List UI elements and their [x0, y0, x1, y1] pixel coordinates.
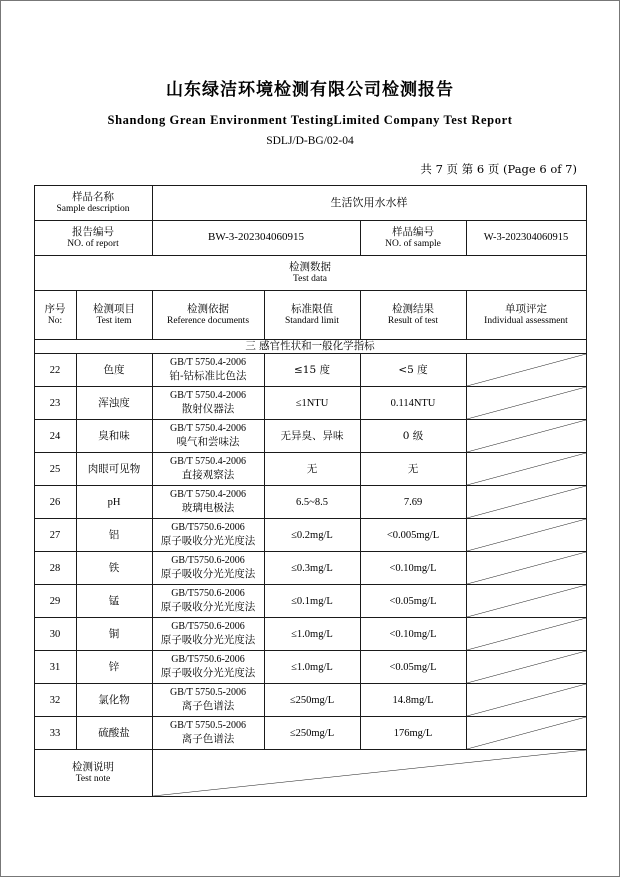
row-test-item: 铜 — [76, 618, 152, 651]
row-standard-limit: ≤1.0mg/L — [264, 618, 360, 651]
row-no: 29 — [34, 585, 76, 618]
diagonal-strike-icon — [467, 552, 586, 584]
table-row — [34, 717, 586, 750]
row-reference: GB/T5750.6-2006 原子吸收分光光度法 — [152, 651, 264, 684]
row-standard-limit: ≤15 度 — [264, 354, 360, 387]
table-row — [34, 684, 586, 717]
row-assessment — [466, 585, 586, 618]
diagonal-strike-icon — [467, 717, 586, 749]
row-no: 33 — [34, 717, 76, 750]
column-header-assessment: 单项评定 Individual assessment — [466, 291, 586, 340]
row-result: <0.10mg/L — [360, 618, 466, 651]
row-no: 32 — [34, 684, 76, 717]
row-result: <0.05mg/L — [360, 651, 466, 684]
diagonal-strike-icon — [467, 387, 586, 419]
sample-description-row — [34, 186, 586, 221]
table-row — [34, 651, 586, 684]
column-header-reference: 检测依据 Reference documents — [152, 291, 264, 340]
row-reference: GB/T 5750.5-2006 离子色谱法 — [152, 717, 264, 750]
diagonal-strike-icon — [467, 684, 586, 716]
column-header-standard-limit: 标准限值 Standard limit — [264, 291, 360, 340]
row-test-item: 锌 — [76, 651, 152, 684]
row-standard-limit: 无异臭、异味 — [264, 420, 360, 453]
sample-number-label: 样品编号 NO. of sample — [360, 221, 466, 256]
column-header-test-item: 检测项目 Test item — [76, 291, 152, 340]
diagonal-strike-icon — [467, 354, 586, 386]
row-no: 28 — [34, 552, 76, 585]
table-row — [34, 519, 586, 552]
diagonal-strike-icon — [467, 519, 586, 551]
row-standard-limit: ≤0.1mg/L — [264, 585, 360, 618]
row-standard-limit: ≤1NTU — [264, 387, 360, 420]
row-result: 14.8mg/L — [360, 684, 466, 717]
row-result: <0.10mg/L — [360, 552, 466, 585]
row-result: 0.114NTU — [360, 387, 466, 420]
row-assessment — [466, 717, 586, 750]
table-row — [34, 387, 586, 420]
row-reference: GB/T5750.6-2006 原子吸收分光光度法 — [152, 519, 264, 552]
page-inner — [9, 9, 611, 868]
document-code: SDLJ/D-BG/02-04 — [266, 135, 354, 147]
row-assessment — [466, 354, 586, 387]
row-standard-limit: 6.5~8.5 — [264, 486, 360, 519]
row-reference: GB/T 5750.4-2006 直接观察法 — [152, 453, 264, 486]
row-no: 24 — [34, 420, 76, 453]
row-test-item: 硫酸盐 — [76, 717, 152, 750]
report-number-value: BW-3-202304060915 — [152, 221, 360, 256]
row-result: 0 级 — [360, 420, 466, 453]
row-reference: GB/T 5750.4-2006 玻璃电极法 — [152, 486, 264, 519]
row-result: <0.05mg/L — [360, 585, 466, 618]
row-assessment — [466, 453, 586, 486]
row-reference: GB/T 5750.5-2006 离子色谱法 — [152, 684, 264, 717]
test-note-label: 检测说明 Test note — [34, 750, 152, 797]
row-test-item: 锰 — [76, 585, 152, 618]
row-reference: GB/T 5750.4-2006 铂-钴标准比色法 — [152, 354, 264, 387]
row-result: 无 — [360, 453, 466, 486]
row-no: 26 — [34, 486, 76, 519]
row-standard-limit: ≤250mg/L — [264, 684, 360, 717]
table-header-row — [34, 291, 586, 340]
test-note-row — [34, 750, 586, 797]
column-header-no: 序号 No: — [34, 291, 76, 340]
test-data-banner: 检测数据 Test data — [34, 256, 586, 291]
sample-description-value: 生活饮用水水样 — [152, 186, 586, 221]
diagonal-strike-icon — [467, 420, 586, 452]
row-no: 22 — [34, 354, 76, 387]
row-standard-limit: ≤1.0mg/L — [264, 651, 360, 684]
row-assessment — [466, 486, 586, 519]
test-note-value — [152, 750, 586, 797]
row-no: 27 — [34, 519, 76, 552]
report-title-zh: 山东绿洁环境检测有限公司检测报告 — [166, 80, 454, 100]
report-number-label: 报告编号 NO. of report — [34, 221, 152, 256]
row-result: <5 度 — [360, 354, 466, 387]
row-test-item: 铁 — [76, 552, 152, 585]
group-label-row — [34, 340, 586, 354]
row-test-item: 色度 — [76, 354, 152, 387]
diagonal-strike-icon — [467, 651, 586, 683]
sample-number-value: W-3-202304060915 — [466, 221, 586, 256]
row-test-item: 浑浊度 — [76, 387, 152, 420]
table-row — [34, 585, 586, 618]
row-assessment — [466, 519, 586, 552]
row-assessment — [466, 420, 586, 453]
row-standard-limit: 无 — [264, 453, 360, 486]
diagonal-strike-icon — [467, 585, 586, 617]
row-assessment — [466, 552, 586, 585]
report-table — [34, 185, 587, 797]
table-row — [34, 453, 586, 486]
table-row — [34, 486, 586, 519]
row-test-item: pH — [76, 486, 152, 519]
row-no: 25 — [34, 453, 76, 486]
row-standard-limit: ≤0.2mg/L — [264, 519, 360, 552]
report-title-en: Shandong Grean Environment TestingLimited Company Test Report — [107, 113, 513, 127]
row-reference: GB/T 5750.4-2006 散射仪器法 — [152, 387, 264, 420]
row-assessment — [466, 387, 586, 420]
row-test-item: 铝 — [76, 519, 152, 552]
diagonal-strike-icon — [467, 618, 586, 650]
row-result: <0.005mg/L — [360, 519, 466, 552]
row-no: 30 — [34, 618, 76, 651]
row-test-item: 臭和味 — [76, 420, 152, 453]
row-test-item: 氯化物 — [76, 684, 152, 717]
row-reference: GB/T 5750.4-2006 嗅气和尝味法 — [152, 420, 264, 453]
row-reference: GB/T5750.6-2006 原子吸收分光光度法 — [152, 585, 264, 618]
page-count: 共 7 页 第 6 页 (Page 6 of 7) — [420, 162, 577, 176]
row-test-item: 肉眼可见物 — [76, 453, 152, 486]
test-data-banner-row — [34, 256, 586, 291]
row-assessment — [466, 684, 586, 717]
diagonal-strike-icon — [153, 750, 586, 796]
report-number-row — [34, 221, 586, 256]
row-no: 23 — [34, 387, 76, 420]
row-no: 31 — [34, 651, 76, 684]
row-reference: GB/T5750.6-2006 原子吸收分光光度法 — [152, 618, 264, 651]
group-label: 三 感官性状和一般化学指标 — [34, 340, 586, 354]
table-row — [34, 354, 586, 387]
row-result: 176mg/L — [360, 717, 466, 750]
table-row — [34, 618, 586, 651]
row-assessment — [466, 618, 586, 651]
row-reference: GB/T5750.6-2006 原子吸收分光光度法 — [152, 552, 264, 585]
diagonal-strike-icon — [467, 453, 586, 485]
column-header-result: 检测结果 Result of test — [360, 291, 466, 340]
table-row — [34, 552, 586, 585]
row-assessment — [466, 651, 586, 684]
row-result: 7.69 — [360, 486, 466, 519]
table-row — [34, 420, 586, 453]
sample-description-label: 样品名称 Sample description — [34, 186, 152, 221]
diagonal-strike-icon — [467, 486, 586, 518]
row-standard-limit: ≤0.3mg/L — [264, 552, 360, 585]
row-standard-limit: ≤250mg/L — [264, 717, 360, 750]
